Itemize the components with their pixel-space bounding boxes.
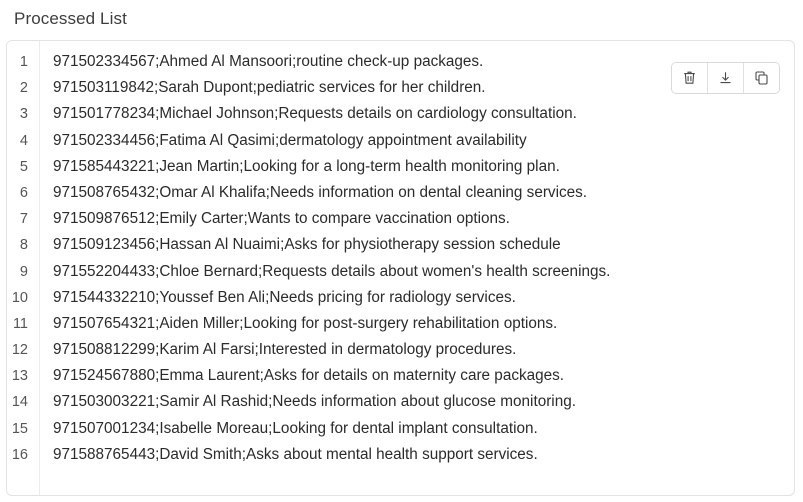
table-row[interactable] bbox=[7, 101, 794, 127]
row-line-number: 1 bbox=[19, 54, 28, 70]
row-line-number: 15 bbox=[11, 420, 28, 437]
row-line-number: 3 bbox=[19, 106, 28, 123]
row-content: 971552204433;Chloe Bernard;Requests details about women's health screenings. bbox=[53, 262, 611, 280]
table-row[interactable] bbox=[7, 154, 794, 180]
delete-icon-button[interactable] bbox=[672, 63, 708, 93]
row-content: 971507001234;Isabelle Moreau;Looking for dental implant consultation. bbox=[53, 419, 538, 437]
row-line-number: 9 bbox=[19, 263, 28, 280]
row-line-number: 7 bbox=[19, 211, 28, 228]
processed-list-panel bbox=[6, 40, 795, 496]
table-row[interactable] bbox=[7, 128, 794, 154]
download-icon bbox=[718, 70, 733, 86]
list-toolbar bbox=[671, 62, 780, 94]
row-content: 971508812299;Karim Al Farsi;Interested in dermatology procedures. bbox=[53, 341, 517, 359]
row-content: 971509876512;Emily Carter;Wants to compare vaccination options. bbox=[53, 210, 510, 228]
row-line-number: 6 bbox=[19, 184, 28, 201]
table-row[interactable] bbox=[7, 442, 794, 468]
table-row[interactable] bbox=[7, 259, 794, 285]
table-row[interactable] bbox=[7, 389, 794, 415]
row-line-number: 14 bbox=[11, 394, 28, 411]
download-icon-button[interactable] bbox=[708, 63, 744, 93]
row-line-number: 8 bbox=[19, 237, 28, 254]
row-content: 971507654321;Aiden Miller;Looking for post-surgery rehabilitation options. bbox=[53, 314, 558, 332]
row-content: 971508765432;Omar Al Khalifa;Needs information on dental cleaning services. bbox=[53, 183, 588, 201]
copy-icon-button[interactable] bbox=[744, 63, 779, 93]
table-row[interactable] bbox=[7, 363, 794, 389]
row-content: 971501778234;Michael Johnson;Requests details on cardiology consultation. bbox=[53, 105, 577, 123]
table-row[interactable] bbox=[7, 232, 794, 258]
table-row[interactable] bbox=[7, 416, 794, 442]
page-title: Processed List bbox=[14, 9, 127, 28]
row-content: 971502334567;Ahmed Al Mansoori;routine check-up packages. bbox=[53, 53, 484, 70]
row-line-number: 13 bbox=[11, 368, 28, 385]
table-row[interactable] bbox=[7, 206, 794, 232]
row-content: 971509123456;Hassan Al Nuaimi;Asks for physiotherapy session schedule bbox=[53, 236, 561, 254]
row-content: 971503119842;Sarah Dupont;pediatric services for her children. bbox=[53, 79, 486, 97]
row-line-number: 4 bbox=[19, 132, 28, 149]
row-line-number: 12 bbox=[11, 342, 28, 359]
row-line-number: 10 bbox=[11, 289, 28, 306]
table-row[interactable] bbox=[7, 337, 794, 363]
table-row[interactable] bbox=[7, 180, 794, 206]
delete-icon bbox=[682, 70, 697, 86]
row-content: 971503003221;Samir Al Rashid;Needs information about glucose monitoring. bbox=[53, 393, 576, 411]
row-content: 971502334456;Fatima Al Qasimi;dermatology appointment availability bbox=[53, 131, 527, 149]
list-rows bbox=[7, 41, 794, 468]
row-line-number: 11 bbox=[12, 315, 28, 332]
row-content: 971585443221;Jean Martin;Looking for a long-term health monitoring plan. bbox=[53, 157, 560, 175]
copy-icon bbox=[754, 70, 769, 86]
row-line-number: 16 bbox=[11, 446, 28, 463]
row-content: 971524567880;Emma Laurent;Asks for details on maternity care packages. bbox=[53, 367, 565, 385]
table-row[interactable] bbox=[7, 311, 794, 337]
row-content: 971544332210;Youssef Ben Ali;Needs pricing for radiology services. bbox=[53, 288, 516, 306]
table-row[interactable] bbox=[7, 285, 794, 311]
row-content: 971588765443;David Smith;Asks about mental health support services. bbox=[53, 445, 538, 463]
row-line-number: 2 bbox=[19, 80, 28, 97]
row-line-number: 5 bbox=[19, 158, 28, 175]
